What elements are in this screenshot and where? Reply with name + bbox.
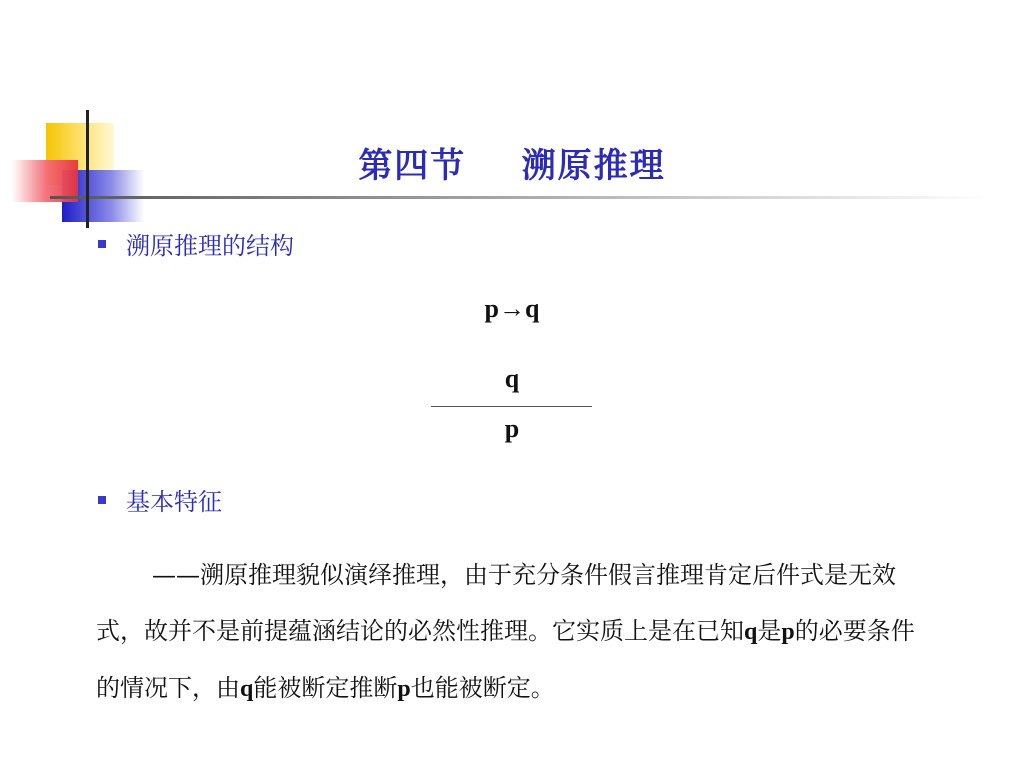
bullet-square-icon bbox=[98, 240, 106, 248]
formula-conclusion: p bbox=[504, 414, 520, 443]
bullet-structure-label: 溯原推理的结构 bbox=[126, 232, 294, 260]
paragraph-var-p1: p bbox=[781, 619, 795, 645]
formula-major-premise: p→q bbox=[484, 294, 540, 323]
paragraph-part4: 能被断定推断 bbox=[253, 674, 398, 702]
paragraph-part2: 是 bbox=[757, 617, 782, 645]
slide-title: 第四节 溯原推理 bbox=[358, 146, 666, 186]
deco-horizontal-line bbox=[50, 196, 990, 199]
bullet-features bbox=[98, 482, 222, 517]
formula-minor-premise: q bbox=[504, 364, 520, 393]
bullet-features-label: 基本特征 bbox=[126, 488, 222, 516]
feature-paragraph bbox=[96, 547, 936, 717]
corner-decoration bbox=[0, 0, 1024, 240]
paragraph-var-q1: q bbox=[744, 619, 758, 645]
paragraph-part5: 也能被断定。 bbox=[410, 674, 555, 702]
formula-inference-line bbox=[431, 406, 592, 407]
paragraph-var-p2: p bbox=[397, 676, 411, 702]
paragraph-part1: ——溯原推理貌似演绎推理，由于充分条件假言推理肯定后件式是无效式，故并不是前提蕴涵结论的必然性推理。它实质上是在已知 bbox=[96, 561, 896, 645]
bullet-structure bbox=[98, 226, 294, 261]
paragraph-part3: 的必要条件的情况下，由 bbox=[96, 617, 915, 702]
bullet-square-icon bbox=[98, 496, 106, 504]
paragraph-var-q2: q bbox=[240, 676, 254, 702]
